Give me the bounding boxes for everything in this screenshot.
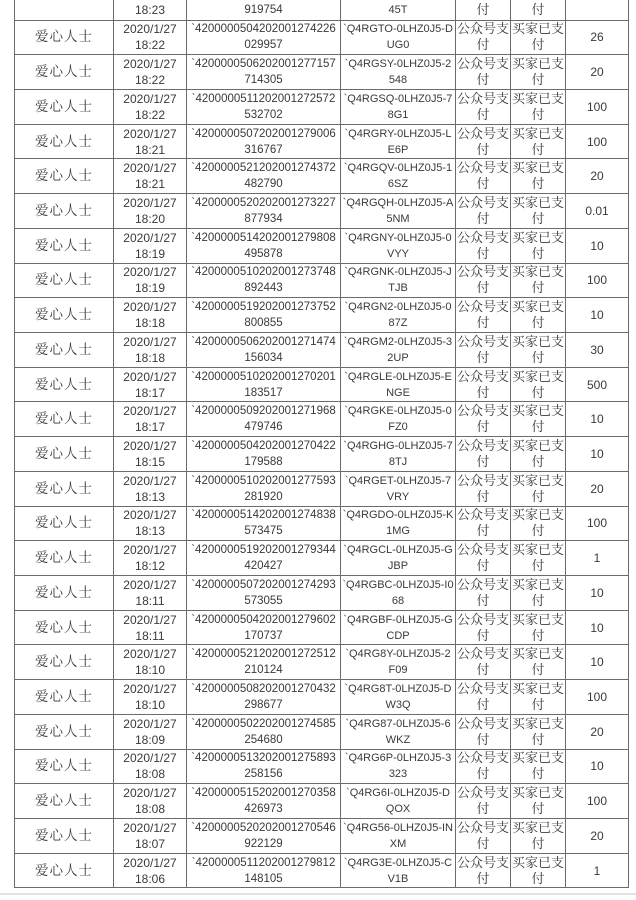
cell-payment-method: 公众号支付 xyxy=(456,819,511,854)
cell-donor: 爱心人士 xyxy=(15,853,114,888)
table-row xyxy=(15,471,629,506)
cell-amount: 100 xyxy=(566,784,629,819)
cell-amount: 10 xyxy=(566,610,629,645)
cell-merchant-order-id: `Q4RGNK-0LHZ0J5-JTJB xyxy=(341,263,456,298)
table-row xyxy=(15,159,629,194)
cell-transaction-id: `4200000514202001274838573475 xyxy=(187,506,341,541)
cell-payment-method: 公众号支付 xyxy=(456,159,511,194)
cell-transaction-id: `4200000511202001272572532702 xyxy=(187,89,341,124)
cell-datetime: 2020/1/27 18:18 xyxy=(114,298,187,333)
cell-donor: 爱心人士 xyxy=(15,402,114,437)
cell-payment-status: 买家已支付 xyxy=(511,402,566,437)
table-row xyxy=(15,124,629,159)
table-row xyxy=(15,20,629,55)
cell-amount: 10 xyxy=(566,645,629,680)
cell-donor: 爱心人士 xyxy=(15,437,114,472)
cell-merchant-order-id: `Q4RGSQ-0LHZ0J5-78G1 xyxy=(341,89,456,124)
cell-merchant-order-id: `Q4RGDO-0LHZ0J5-K1MG xyxy=(341,506,456,541)
table-row xyxy=(15,576,629,611)
cell-merchant-order-id: `Q4RGKE-0LHZ0J5-0FZ0 xyxy=(341,402,456,437)
cell-donor: 爱心人士 xyxy=(15,332,114,367)
table-row xyxy=(15,506,629,541)
table-row xyxy=(15,298,629,333)
table-row xyxy=(15,680,629,715)
cell-transaction-id: `4200000510202001270201183517 xyxy=(187,367,341,402)
cell-datetime: 2020/1/27 18:09 xyxy=(114,714,187,749)
cell-merchant-order-id: `Q4RGBF-0LHZ0J5-GCDP xyxy=(341,610,456,645)
cell-amount: 20 xyxy=(566,55,629,90)
cell-donor: 爱心人士 xyxy=(15,228,114,263)
table-row xyxy=(15,645,629,680)
cell-payment-status: 买家已支付 xyxy=(511,784,566,819)
cell-datetime: 2020/1/27 18:17 xyxy=(114,367,187,402)
cell-payment-status: 买家已支付 xyxy=(511,471,566,506)
cell-datetime: 2020/1/27 18:22 xyxy=(114,89,187,124)
cell-merchant-order-id: `Q4RG6P-0LHZ0J5-3323 xyxy=(341,749,456,784)
cell-amount: 100 xyxy=(566,263,629,298)
cell-payment-method: 公众号支付 xyxy=(456,784,511,819)
cell-donor: 爱心人士 xyxy=(15,194,114,229)
table-row xyxy=(15,228,629,263)
page-bottom-divider xyxy=(0,893,636,895)
cell-donor xyxy=(15,0,114,20)
cell-payment-method: 公众号支付 xyxy=(456,680,511,715)
cell-amount: 100 xyxy=(566,124,629,159)
cell-payment-method: 公众号支付 xyxy=(456,124,511,159)
cell-transaction-id: 919754 xyxy=(187,0,341,20)
cell-payment-method: 付 xyxy=(456,0,511,20)
cell-payment-method: 公众号支付 xyxy=(456,298,511,333)
cell-datetime: 2020/1/27 18:08 xyxy=(114,749,187,784)
cell-donor: 爱心人士 xyxy=(15,89,114,124)
payment-records-body xyxy=(15,0,629,888)
cell-amount: 20 xyxy=(566,159,629,194)
cell-transaction-id: `4200000509202001271968479746 xyxy=(187,402,341,437)
cell-merchant-order-id: `Q4RG6I-0LHZ0J5-DQOX xyxy=(341,784,456,819)
cell-payment-method: 公众号支付 xyxy=(456,749,511,784)
table-row xyxy=(15,194,629,229)
cell-payment-status: 买家已支付 xyxy=(511,89,566,124)
cell-amount: 20 xyxy=(566,714,629,749)
cell-payment-status: 买家已支付 xyxy=(511,367,566,402)
cell-merchant-order-id: `Q4RGQH-0LHZ0J5-A5NM xyxy=(341,194,456,229)
cell-merchant-order-id: `Q4RGBC-0LHZ0J5-I068 xyxy=(341,576,456,611)
cell-payment-status: 买家已支付 xyxy=(511,194,566,229)
cell-transaction-id: `4200000507202001279006316767 xyxy=(187,124,341,159)
cell-transaction-id: `4200000521202001274372482790 xyxy=(187,159,341,194)
table-row xyxy=(15,610,629,645)
cell-transaction-id: `4200000504202001270422179588 xyxy=(187,437,341,472)
table-row xyxy=(15,55,629,90)
cell-amount: 10 xyxy=(566,402,629,437)
cell-transaction-id: `4200000519202001273752800855 xyxy=(187,298,341,333)
cell-payment-method: 公众号支付 xyxy=(456,645,511,680)
cell-donor: 爱心人士 xyxy=(15,680,114,715)
cell-donor: 爱心人士 xyxy=(15,263,114,298)
cell-datetime: 2020/1/27 18:22 xyxy=(114,20,187,55)
cell-payment-status: 买家已支付 xyxy=(511,263,566,298)
cell-donor: 爱心人士 xyxy=(15,20,114,55)
cell-datetime: 2020/1/27 18:11 xyxy=(114,610,187,645)
cell-payment-status: 买家已支付 xyxy=(511,55,566,90)
cell-amount: 1 xyxy=(566,541,629,576)
cell-datetime: 2020/1/27 18:07 xyxy=(114,819,187,854)
cell-donor: 爱心人士 xyxy=(15,576,114,611)
cell-merchant-order-id: `Q4RGSY-0LHZ0J5-2548 xyxy=(341,55,456,90)
cell-datetime: 2020/1/27 18:22 xyxy=(114,55,187,90)
cell-donor: 爱心人士 xyxy=(15,55,114,90)
cell-amount: 500 xyxy=(566,367,629,402)
cell-merchant-order-id: `Q4RGTO-0LHZ0J5-DUG0 xyxy=(341,20,456,55)
cell-payment-status: 买家已支付 xyxy=(511,749,566,784)
cell-payment-status: 买家已支付 xyxy=(511,437,566,472)
cell-payment-method: 公众号支付 xyxy=(456,263,511,298)
cell-donor: 爱心人士 xyxy=(15,749,114,784)
cell-transaction-id: `4200000504202001274226029957 xyxy=(187,20,341,55)
cell-merchant-order-id: `Q4RG8Y-0LHZ0J5-2F09 xyxy=(341,645,456,680)
cell-amount: 100 xyxy=(566,506,629,541)
cell-merchant-order-id: `Q4RG87-0LHZ0J5-6WKZ xyxy=(341,714,456,749)
cell-donor: 爱心人士 xyxy=(15,159,114,194)
cell-transaction-id: `4200000507202001274293573055 xyxy=(187,576,341,611)
cell-merchant-order-id: `Q4RGNY-0LHZ0J5-0VYY xyxy=(341,228,456,263)
cell-datetime: 2020/1/27 18:08 xyxy=(114,784,187,819)
cell-transaction-id: `4200000502202001274585254680 xyxy=(187,714,341,749)
cell-payment-method: 公众号支付 xyxy=(456,194,511,229)
cell-payment-status: 买家已支付 xyxy=(511,20,566,55)
cell-donor: 爱心人士 xyxy=(15,610,114,645)
cell-merchant-order-id: `Q4RGM2-0LHZ0J5-32UP xyxy=(341,332,456,367)
cell-amount: 26 xyxy=(566,20,629,55)
cell-transaction-id: `4200000506202001277157714305 xyxy=(187,55,341,90)
cell-payment-method: 公众号支付 xyxy=(456,541,511,576)
cell-merchant-order-id: `Q4RG3E-0LHZ0J5-CV1B xyxy=(341,853,456,888)
cell-payment-method: 公众号支付 xyxy=(456,576,511,611)
table-row xyxy=(15,89,629,124)
table-row-partial xyxy=(15,0,629,20)
cell-merchant-order-id: `Q4RGLE-0LHZ0J5-ENGE xyxy=(341,367,456,402)
cell-amount: 30 xyxy=(566,332,629,367)
cell-donor: 爱心人士 xyxy=(15,367,114,402)
cell-payment-status: 买家已支付 xyxy=(511,298,566,333)
cell-payment-status: 买家已支付 xyxy=(511,680,566,715)
cell-transaction-id: `4200000519202001279344420427 xyxy=(187,541,341,576)
cell-datetime: 2020/1/27 18:19 xyxy=(114,263,187,298)
cell-payment-status: 买家已支付 xyxy=(511,714,566,749)
cell-amount: 20 xyxy=(566,471,629,506)
cell-datetime: 2020/1/27 18:12 xyxy=(114,541,187,576)
table-row xyxy=(15,714,629,749)
cell-transaction-id: `4200000504202001279602170737 xyxy=(187,610,341,645)
cell-datetime: 2020/1/27 18:06 xyxy=(114,853,187,888)
cell-amount: 10 xyxy=(566,576,629,611)
cell-transaction-id: `4200000511202001279812148105 xyxy=(187,853,341,888)
cell-amount: 10 xyxy=(566,298,629,333)
table-row xyxy=(15,784,629,819)
cell-payment-method: 公众号支付 xyxy=(456,714,511,749)
cell-payment-status: 买家已支付 xyxy=(511,645,566,680)
cell-transaction-id: `4200000520202001273227877934 xyxy=(187,194,341,229)
cell-datetime: 2020/1/27 18:11 xyxy=(114,576,187,611)
cell-merchant-order-id: `Q4RGN2-0LHZ0J5-087Z xyxy=(341,298,456,333)
cell-payment-method: 公众号支付 xyxy=(456,55,511,90)
table-row xyxy=(15,263,629,298)
cell-datetime: 2020/1/27 18:13 xyxy=(114,471,187,506)
table-row xyxy=(15,853,629,888)
cell-payment-method: 公众号支付 xyxy=(456,89,511,124)
cell-donor: 爱心人士 xyxy=(15,645,114,680)
cell-payment-method: 公众号支付 xyxy=(456,610,511,645)
cell-datetime: 2020/1/27 18:10 xyxy=(114,680,187,715)
cell-transaction-id: `4200000506202001271474156034 xyxy=(187,332,341,367)
cell-datetime: 2020/1/27 18:20 xyxy=(114,194,187,229)
cell-amount: 1 xyxy=(566,853,629,888)
cell-payment-method: 公众号支付 xyxy=(456,20,511,55)
cell-payment-method: 公众号支付 xyxy=(456,367,511,402)
cell-payment-status: 买家已支付 xyxy=(511,819,566,854)
cell-transaction-id: `4200000514202001279808495878 xyxy=(187,228,341,263)
cell-payment-method: 公众号支付 xyxy=(456,853,511,888)
cell-transaction-id: `4200000521202001272512210124 xyxy=(187,645,341,680)
cell-payment-status: 买家已支付 xyxy=(511,228,566,263)
cell-amount: 10 xyxy=(566,437,629,472)
cell-datetime: 2020/1/27 18:15 xyxy=(114,437,187,472)
cell-payment-method: 公众号支付 xyxy=(456,506,511,541)
cell-donor: 爱心人士 xyxy=(15,819,114,854)
cell-payment-status: 买家已支付 xyxy=(511,853,566,888)
cell-datetime: 2020/1/27 18:19 xyxy=(114,228,187,263)
cell-donor: 爱心人士 xyxy=(15,714,114,749)
cell-payment-method: 公众号支付 xyxy=(456,402,511,437)
table-row xyxy=(15,437,629,472)
cell-donor: 爱心人士 xyxy=(15,541,114,576)
cell-merchant-order-id: `Q4RG8T-0LHZ0J5-DW3Q xyxy=(341,680,456,715)
cell-merchant-order-id: `Q4RGCL-0LHZ0J5-GJBP xyxy=(341,541,456,576)
cell-payment-status: 买家已支付 xyxy=(511,576,566,611)
cell-amount: 100 xyxy=(566,680,629,715)
cell-payment-status: 买家已支付 xyxy=(511,610,566,645)
payment-records-table xyxy=(14,0,629,888)
cell-merchant-order-id: `Q4RG56-0LHZ0J5-INXM xyxy=(341,819,456,854)
cell-datetime: 2020/1/27 18:21 xyxy=(114,124,187,159)
cell-transaction-id: `4200000508202001270432298677 xyxy=(187,680,341,715)
cell-payment-status: 买家已支付 xyxy=(511,124,566,159)
table-row xyxy=(15,819,629,854)
cell-datetime: 2020/1/27 18:21 xyxy=(114,159,187,194)
cell-payment-method: 公众号支付 xyxy=(456,228,511,263)
cell-payment-status: 买家已支付 xyxy=(511,506,566,541)
cell-amount: 10 xyxy=(566,228,629,263)
cell-datetime: 2020/1/27 18:13 xyxy=(114,506,187,541)
cell-merchant-order-id: `Q4RGRY-0LHZ0J5-LE6P xyxy=(341,124,456,159)
cell-amount: 0.01 xyxy=(566,194,629,229)
cell-transaction-id: `4200000520202001270546922129 xyxy=(187,819,341,854)
cell-donor: 爱心人士 xyxy=(15,784,114,819)
cell-merchant-order-id: `Q4RGQV-0LHZ0J5-16SZ xyxy=(341,159,456,194)
cell-donor: 爱心人士 xyxy=(15,471,114,506)
cell-datetime: 2020/1/27 18:18 xyxy=(114,332,187,367)
table-row xyxy=(15,402,629,437)
cell-merchant-order-id: `Q4RGET-0LHZ0J5-7VRY xyxy=(341,471,456,506)
cell-payment-method: 公众号支付 xyxy=(456,437,511,472)
cell-amount: 100 xyxy=(566,89,629,124)
cell-donor: 爱心人士 xyxy=(15,124,114,159)
table-row xyxy=(15,332,629,367)
cell-datetime: 18:23 xyxy=(114,0,187,20)
cell-datetime: 2020/1/27 18:17 xyxy=(114,402,187,437)
table-row xyxy=(15,541,629,576)
cell-payment-status: 买家已支付 xyxy=(511,159,566,194)
cell-amount xyxy=(566,0,629,20)
table-row xyxy=(15,749,629,784)
cell-amount: 10 xyxy=(566,749,629,784)
cell-payment-status: 买家已支付 xyxy=(511,332,566,367)
cell-payment-status: 买家已支付 xyxy=(511,541,566,576)
cell-donor: 爱心人士 xyxy=(15,298,114,333)
cell-amount: 20 xyxy=(566,819,629,854)
table-row xyxy=(15,367,629,402)
cell-datetime: 2020/1/27 18:10 xyxy=(114,645,187,680)
cell-transaction-id: `4200000513202001275893258156 xyxy=(187,749,341,784)
cell-merchant-order-id: `Q4RGHG-0LHZ0J5-78TJ xyxy=(341,437,456,472)
cell-merchant-order-id: 45T xyxy=(341,0,456,20)
cell-donor: 爱心人士 xyxy=(15,506,114,541)
cell-transaction-id: `4200000510202001273748892443 xyxy=(187,263,341,298)
cell-transaction-id: `4200000510202001277593281920 xyxy=(187,471,341,506)
cell-payment-method: 公众号支付 xyxy=(456,471,511,506)
cell-payment-status: 付 xyxy=(511,0,566,20)
cell-payment-method: 公众号支付 xyxy=(456,332,511,367)
cell-transaction-id: `4200000515202001270358426973 xyxy=(187,784,341,819)
